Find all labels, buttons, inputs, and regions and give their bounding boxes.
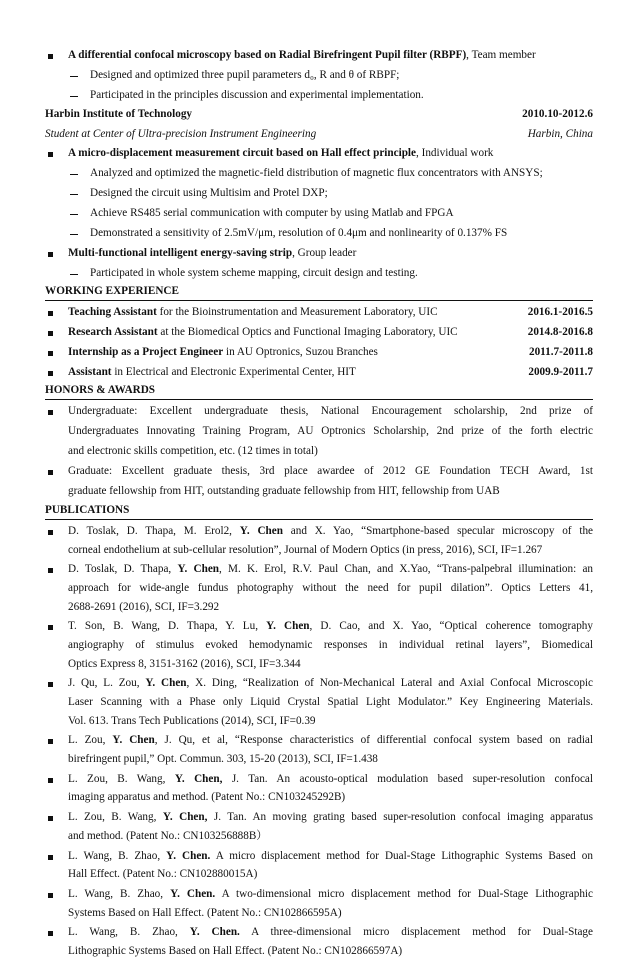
bullet-marker — [48, 739, 53, 744]
work-title: Research Assistant — [68, 326, 158, 338]
project-role: , Team member — [466, 49, 536, 61]
pub-authors: L. Zou, B. Wang, — [68, 772, 175, 785]
institution-location: Harbin, China — [527, 128, 593, 140]
section-divider — [45, 519, 593, 520]
pub-authors: J. Qu, L. Zou, — [68, 677, 146, 690]
publication-line: and method. (Patent No.: CN103256888B） — [68, 829, 268, 842]
pub-text: , M. K. Erol, R.V. Paul Chan, and X.Yao, “Trans-palpebral illumination: an — [219, 563, 594, 576]
honor-line: Graduate: Excellent graduate thesis, 3rd place awardee of 2012 GE Foundation TECH Award, 1st — [68, 465, 593, 477]
bullet-marker — [48, 152, 53, 157]
institution-position: Student at Center of Ultra-precision Instrument Engineering — [45, 128, 317, 140]
publication-line: corneal endothelium at sub-cellular resolution”, Journal of Modern Optics (in press, 2016), SCI, IF=1.267 — [68, 543, 543, 556]
work-dates: 2016.1-2016.5 — [527, 306, 593, 318]
publication-line — [68, 678, 593, 689]
dash-marker — [70, 214, 78, 215]
pub-highlight-author: Y. Chen, — [162, 811, 208, 824]
work-dates: 2011.7-2011.8 — [528, 346, 593, 358]
publication-line — [68, 735, 593, 746]
bullet-marker — [48, 682, 53, 687]
project-hall — [68, 148, 493, 159]
pub-authors: L. Zou, — [68, 734, 113, 747]
work-title: Assistant — [68, 366, 112, 378]
publication-line — [68, 812, 593, 823]
work-desc: at the Biomedical Optics and Functional Imaging Laboratory, UIC — [157, 326, 458, 338]
pub-authors: D. Toslak, D. Thapa, M. Erol2, — [68, 525, 240, 537]
project-item: Achieve RS485 serial communication with computer by using Matlab and FPGA — [90, 207, 454, 219]
pub-highlight-author: Y. Chen — [112, 734, 155, 747]
project-item: Demonstrated a sensitivity of 2.5mV/μm, resolution of 0.4μm and nonlinearity of 0.137% FS — [90, 227, 508, 239]
publication-line: 2688-2691 (2016), SCI, IF=3.292 — [68, 600, 220, 613]
pub-text: and X. Yao, “Smartphone-based specular microscopy of the — [282, 525, 594, 537]
work-dates: 2009.9-2011.7 — [528, 366, 593, 378]
project-rbpf — [68, 50, 536, 61]
pub-highlight-author: Y. Chen. — [166, 849, 211, 862]
section-divider — [45, 399, 593, 400]
pub-text: A micro displacement method for Dual-Stage Lithographic Systems Based on — [210, 849, 593, 862]
project-title: A differential confocal microscopy based on Radial Birefringent Pupil filter (RBPF) — [68, 49, 467, 61]
bullet-marker — [48, 931, 53, 936]
dash-marker — [70, 274, 78, 275]
publication-line — [68, 774, 593, 785]
dash-marker — [70, 194, 78, 195]
pub-text: , X. Ding, “Realization of Non-Mechanical Lateral and Axial Confocal Microscopic — [186, 677, 593, 690]
bullet-marker — [48, 816, 53, 821]
bullet-marker — [48, 855, 53, 860]
project-title: Multi-functional intelligent energy-saving strip — [68, 247, 293, 259]
project-title: A micro-displacement measurement circuit based on Hall effect principle — [68, 147, 417, 159]
section-divider — [45, 300, 593, 301]
work-title: Teaching Assistant — [68, 306, 157, 318]
pub-authors: L. Zou, B. Wang, — [68, 811, 163, 824]
pub-text: A three-dimensional micro displacement method for Dual-Stage — [239, 926, 593, 939]
publication-line: Vol. 613. Trans Tech Publications (2014), SCI, IF=0.39 — [68, 714, 316, 727]
dash-marker — [70, 234, 78, 235]
dash-marker — [70, 96, 78, 97]
publication-line — [68, 889, 593, 900]
work-item — [68, 307, 438, 318]
publication-line: Lithographic Systems Based on Hall Effect. (Patent No.: CN102866597A) — [68, 945, 403, 957]
pub-text: J. Tan. An acousto-optical modulation based super-resolution confocal — [222, 772, 593, 785]
pub-highlight-author: Y. Chen. — [170, 888, 216, 900]
honor-line: and electronic skills competition, etc. (12 times in total) — [68, 445, 318, 457]
pub-highlight-author: Y. Chen — [145, 677, 187, 690]
bullet-marker — [48, 331, 53, 336]
honor-line: Undergraduate: Excellent undergraduate thesis, National Encouragement scholarship, 2nd prize of — [68, 405, 593, 417]
project-strip — [68, 248, 356, 259]
pub-authors: L. Wang, B. Zhao, — [68, 888, 171, 900]
publication-line — [68, 621, 593, 632]
project-role: , Individual work — [416, 147, 494, 159]
work-title: Internship as a Project Engineer — [68, 346, 224, 358]
pub-highlight-author: Y. Chen. — [189, 926, 240, 939]
project-item: Participated in whole system scheme mapping, circuit design and testing. — [90, 267, 418, 279]
honor-line: Undergraduates Innovating Training Program, AU Optronics Scholarship, 2nd prize of the forth electric — [68, 425, 593, 437]
pub-highlight-author: Y. Chen — [177, 563, 220, 576]
honor-line: graduate fellowship from HIT, outstanding graduate fellowship from HIT, fellowship from UAB — [68, 485, 500, 497]
publication-line: imaging apparatus and method. (Patent No.: CN103245292B) — [68, 791, 346, 804]
work-item — [68, 347, 378, 358]
pub-text: J. Tan. An moving grating based super-resolution confocal imaging apparatus — [207, 811, 594, 824]
publication-line: Hall Effect. (Patent No.: CN102880015A) — [68, 868, 258, 881]
bullet-marker — [48, 470, 53, 475]
bullet-marker — [48, 54, 53, 59]
pub-highlight-author: Y. Chen — [239, 525, 283, 537]
project-item: Designed the circuit using Multisim and Protel DXP; — [90, 187, 328, 199]
dash-marker — [70, 174, 78, 175]
pub-authors: L. Wang, B. Zhao, — [68, 849, 167, 862]
pub-text: A two-dimensional micro displacement method for Dual-Stage Lithographic — [215, 888, 594, 900]
section-heading-publications: PUBLICATIONS — [45, 504, 130, 516]
pub-highlight-author: Y. Chen — [266, 620, 310, 633]
publication-line — [68, 927, 593, 938]
institution-dates: 2010.10-2012.6 — [522, 108, 593, 120]
publication-line: approach for wide-angle fundus photography without the need for pupil dilation”. Optics Letters 41, — [68, 582, 593, 594]
bullet-marker — [48, 568, 53, 573]
work-desc: in Electrical and Electronic Experimental Center, HIT — [111, 366, 356, 378]
section-heading-work: WORKING EXPERIENCE — [45, 285, 179, 297]
publication-line: Optics Express 8, 3151-3162 (2016), SCI, IF=3.344 — [68, 657, 301, 670]
institution-name: Harbin Institute of Technology — [45, 108, 193, 120]
project-role: , Group leader — [292, 247, 357, 259]
bullet-marker — [48, 351, 53, 356]
publication-line — [68, 564, 593, 575]
pub-highlight-author: Y. Chen, — [174, 772, 223, 785]
dash-marker — [70, 76, 78, 77]
publication-line: Laser Scanning with a Phase only Liquid Crystal Spatial Light Modulator.” Key Engineering Materials. — [68, 696, 593, 708]
project-item: Analyzed and optimized the magnetic-field distribution of magnetic flux concentrators with ANSYS; — [90, 167, 543, 179]
bullet-marker — [48, 410, 53, 415]
bullet-marker — [48, 530, 53, 535]
work-dates: 2014.8-2016.8 — [527, 326, 593, 338]
section-heading-honors: HONORS & AWARDS — [45, 384, 156, 396]
bullet-marker — [48, 311, 53, 316]
bullet-marker — [48, 778, 53, 783]
bullet-marker — [48, 252, 53, 257]
work-item — [68, 367, 356, 378]
project-item: Designed and optimized three pupil parameters d₀, R and θ of RBPF; — [90, 69, 400, 81]
pub-text: , D. Cao, and X. Yao, “Optical coherence tomography — [309, 620, 593, 633]
project-item: Participated in the principles discussion and experimental implementation. — [90, 89, 424, 101]
work-item — [68, 327, 458, 338]
publication-line: angiography of stimulus evoked hemodynamic responses in individual retinal layers”, Biomedical — [68, 639, 593, 651]
bullet-marker — [48, 893, 53, 898]
pub-authors: D. Toslak, D. Thapa, — [68, 563, 178, 576]
pub-text: , J. Qu, et al, “Response characteristics of differential confocal system based on radial — [154, 734, 593, 747]
bullet-marker — [48, 625, 53, 630]
work-desc: for the Bioinstrumentation and Measurement Laboratory, UIC — [156, 306, 438, 318]
pub-authors: T. Son, B. Wang, D. Thapa, Y. Lu, — [68, 620, 267, 633]
work-desc: in AU Optronics, Suzou Branches — [223, 346, 378, 358]
publication-line: birefringent pupil,” Opt. Commun. 303, 15-20 (2013), SCI, IF=1.438 — [68, 753, 378, 765]
publication-line — [68, 526, 593, 537]
bullet-marker — [48, 371, 53, 376]
pub-authors: L. Wang, B. Zhao, — [68, 926, 190, 939]
publication-line: Systems Based on Hall Effect. (Patent No.: CN102866595A) — [68, 906, 342, 919]
publication-line — [68, 851, 593, 862]
